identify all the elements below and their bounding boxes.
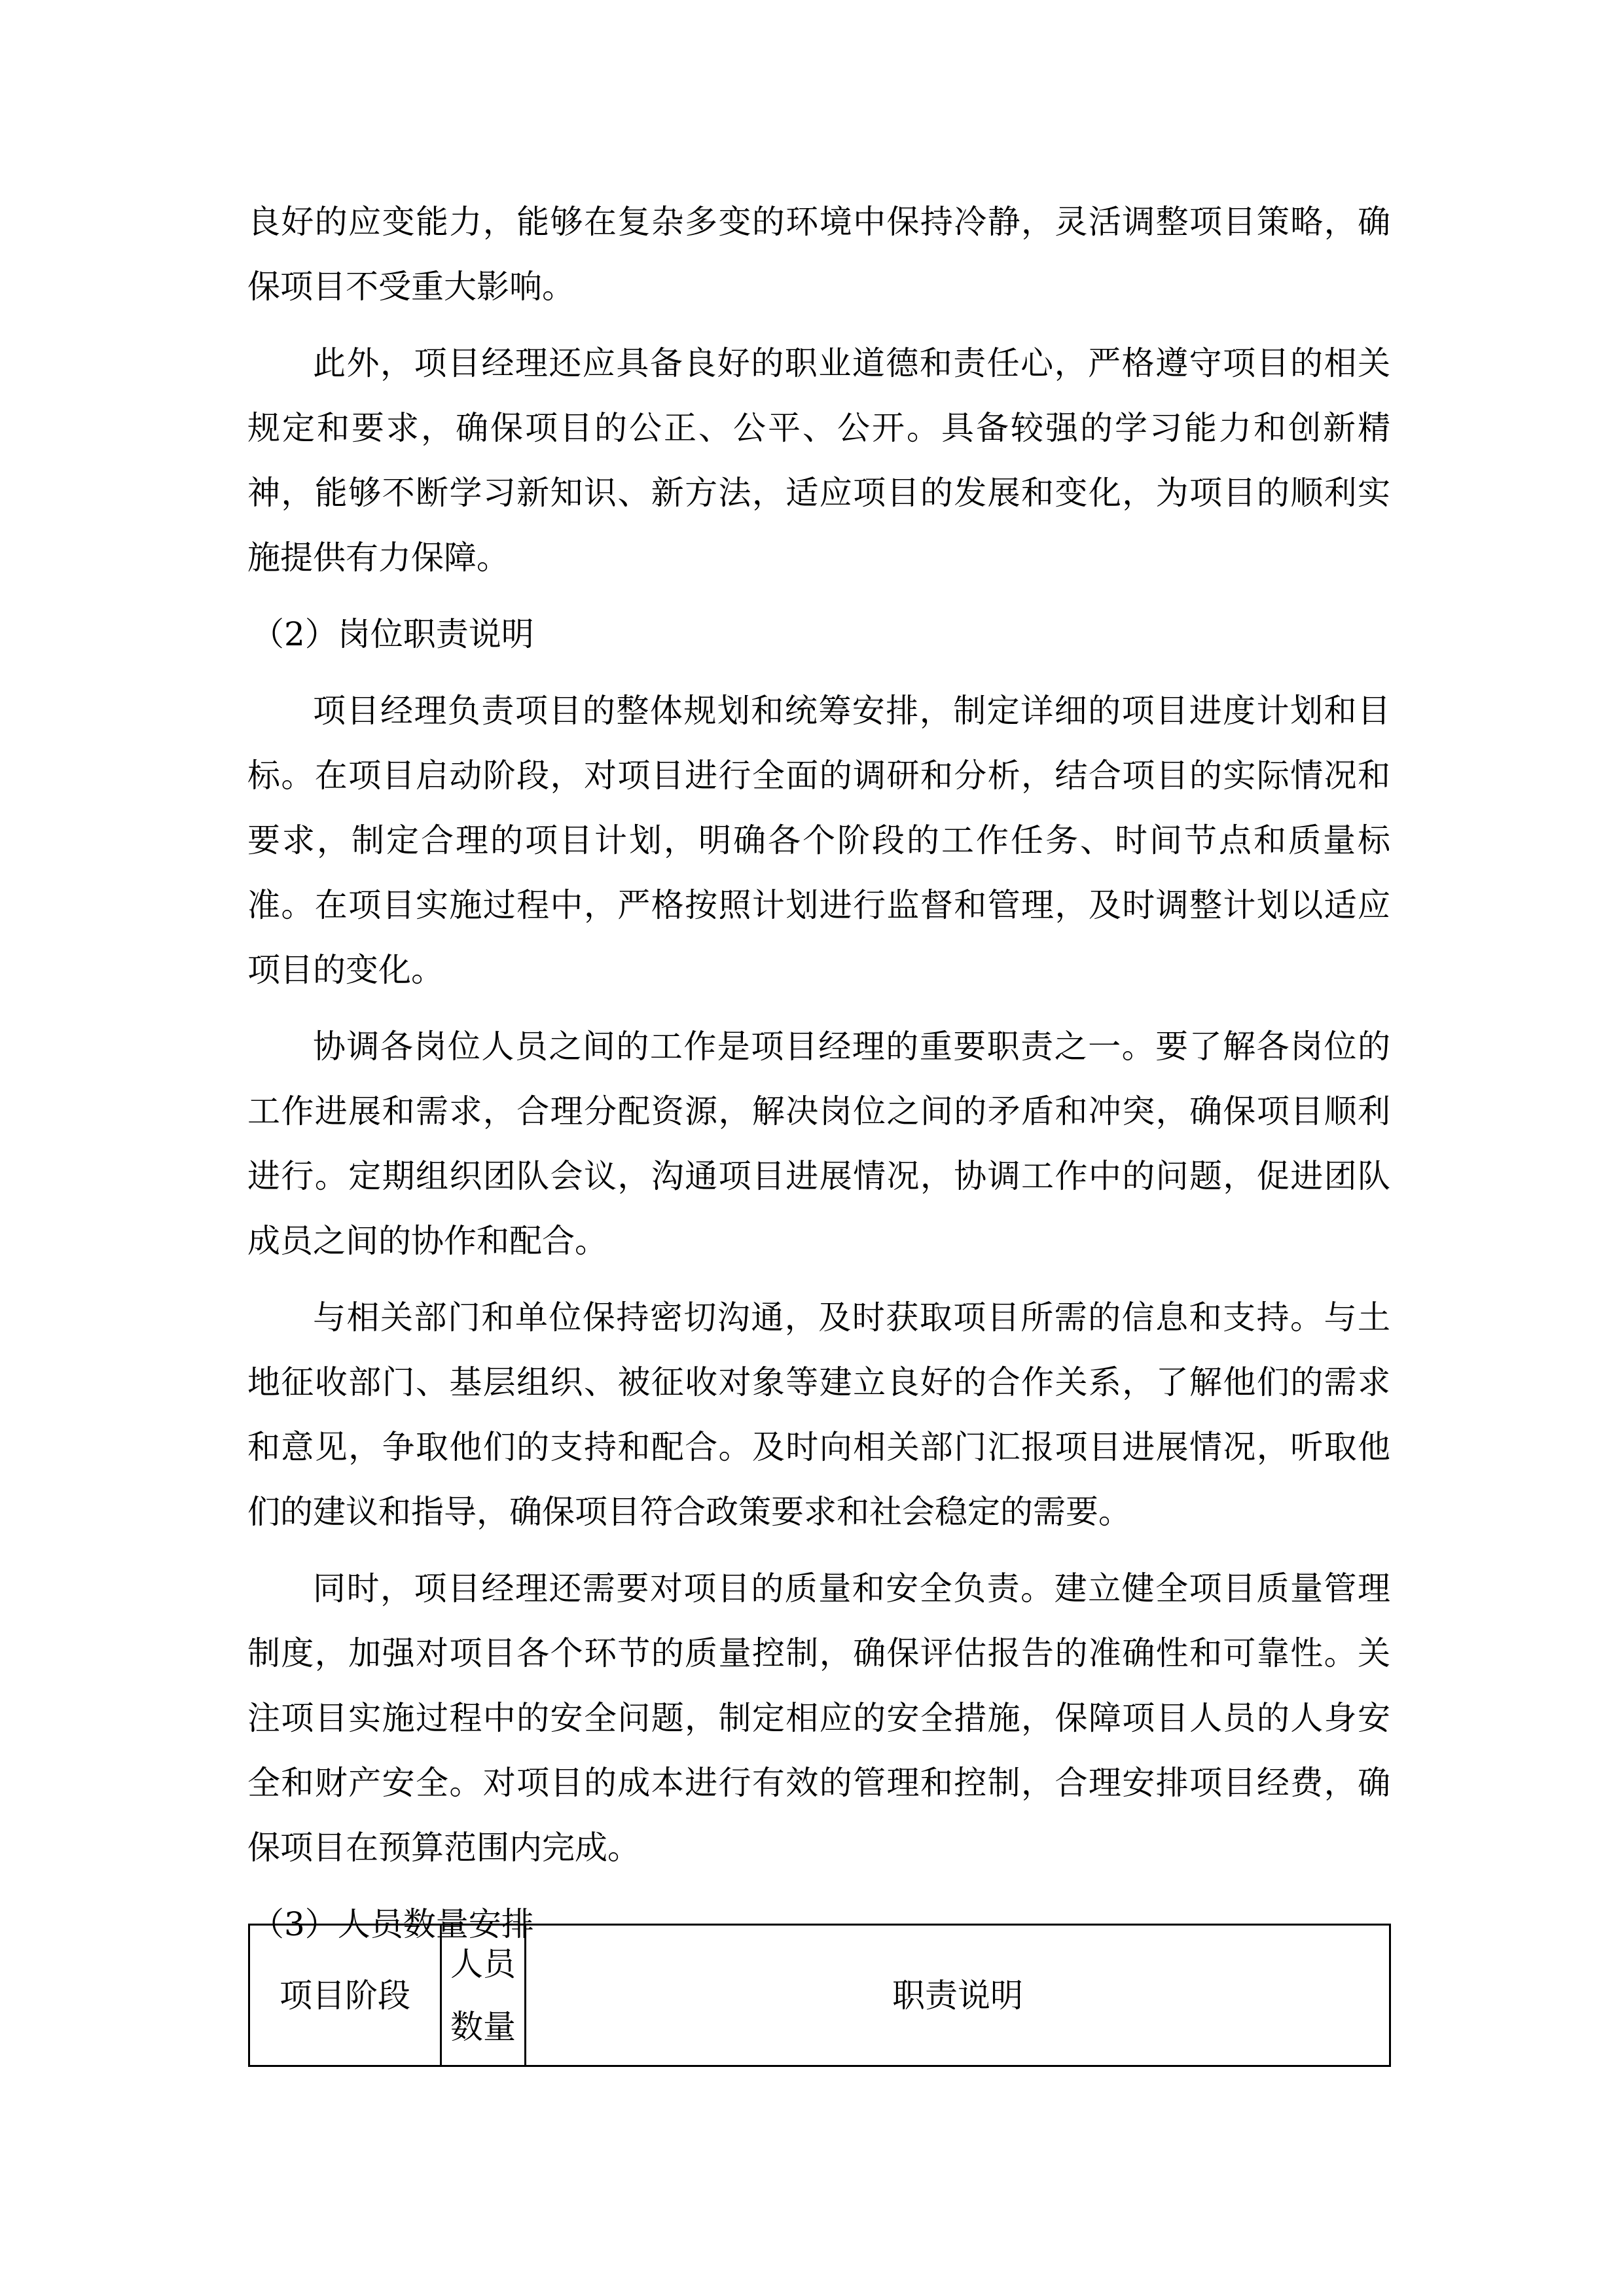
text-line: 标。在项目启动阶段，对项目进行全面的调研和分析，结合项目的实际情况和	[247, 757, 1390, 795]
text-line: 项目的变化。	[247, 951, 444, 989]
paragraph	[247, 1014, 1390, 1274]
text-line: 与相关部门和单位保持密切沟通，及时获取项目所需的信息和支持。与土	[313, 1299, 1390, 1336]
text-line: 和意见，争取他们的支持和配合。及时向相关部门汇报项目进展情况，听取他	[247, 1428, 1390, 1466]
text-line: 注项目实施过程中的安全问题，制定相应的安全措施，保障项目人员的人身安	[247, 1699, 1390, 1737]
header-staff-count-line2: 数量	[450, 2007, 516, 2046]
table-header-row	[249, 1925, 1390, 2066]
text-line: 项目经理负责项目的整体规划和统筹安排，制定详细的项目进度计划和目	[313, 692, 1390, 730]
text-line: 工作进展和需求，合理分配资源，解决岗位之间的矛盾和冲突，确保项目顺利	[247, 1092, 1390, 1130]
text-line: 们的建议和指导，确保项目符合政策要求和社会稳定的需要。	[247, 1493, 1131, 1531]
text-line: 此外，项目经理还应具备良好的职业道德和责任心，严格遵守项目的相关	[313, 344, 1390, 382]
section-heading-3: （3）人员数量安排	[251, 1905, 534, 1943]
text-line: 保项目不受重大影响。	[247, 268, 575, 306]
text-line: 成员之间的协作和配合。	[247, 1222, 607, 1260]
text-line: 制度，加强对项目各个环节的质量控制，确保评估报告的准确性和可靠性。关	[247, 1634, 1390, 1672]
staffing-table	[248, 1924, 1391, 2067]
text-line: 同时，项目经理还需要对项目的质量和安全负责。建立健全项目质量管理	[313, 1570, 1390, 1607]
paragraph	[247, 331, 1390, 590]
text-line: 神，能够不断学习新知识、新方法，适应项目的发展和变化，为项目的顺利实	[247, 474, 1390, 512]
text-line: 地征收部门、基层组织、被征收对象等建立良好的合作关系，了解他们的需求	[247, 1363, 1390, 1401]
header-project-stage: 项目阶段	[249, 1925, 441, 2066]
text-line: 良好的应变能力，能够在复杂多变的环境中保持冷静，灵活调整项目策略，确	[247, 203, 1390, 241]
paragraph	[247, 1556, 1390, 1880]
header-staff-count	[441, 1925, 526, 2066]
text-line: 进行。定期组织团队会议，沟通项目进展情况，协调工作中的问题，促进团队	[247, 1157, 1390, 1195]
text-line: 要求，制定合理的项目计划，明确各个阶段的工作任务、时间节点和质量标	[247, 821, 1390, 859]
paragraph	[247, 190, 1390, 319]
text-line: 全和财产安全。对项目的成本进行有效的管理和控制，合理安排项目经费，确	[247, 1764, 1390, 1802]
text-line: 规定和要求，确保项目的公正、公平、公开。具备较强的学习能力和创新精	[247, 409, 1390, 447]
text-line: 准。在项目实施过程中，严格按照计划进行监督和管理，及时调整计划以适应	[247, 886, 1390, 924]
header-staff-count-line1: 人员	[450, 1945, 516, 1983]
paragraph	[247, 1285, 1390, 1545]
document-body	[247, 190, 1390, 1969]
text-line: 施提供有力保障。	[247, 539, 509, 577]
text-line: 协调各岗位人员之间的工作是项目经理的重要职责之一。要了解各岗位的	[313, 1028, 1390, 1066]
header-duties: 职责说明	[526, 1925, 1390, 2066]
paragraph	[247, 679, 1390, 1003]
section-heading-2: （2）岗位职责说明	[251, 615, 534, 653]
text-line: 保项目在预算范围内完成。	[247, 1829, 640, 1867]
